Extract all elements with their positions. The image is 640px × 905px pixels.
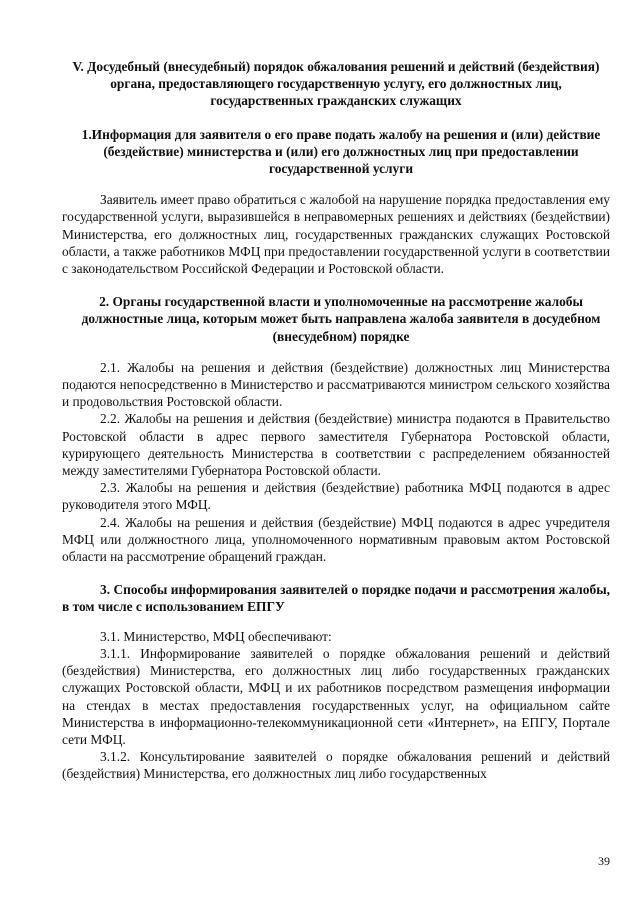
section-3-item-3: 3.1.2. Консультирование заявителей о порядке обжалования решений и действий (бездействия) Министерства, его должностных лиц либо государственных	[62, 749, 610, 782]
section-3-item-2: 3.1.1. Информирование заявителей о порядке обжалования решений и действий (бездействия) Министерства, его должностных лиц либо государственных гражданских служащих Ростовской области, МФЦ и их работников посредством размещения информации на стендах в местах предоставления государственных услуг, на официальном сайте Министерства в информационно-телекоммуникационной сети «Интернет», на ЕПГУ, Портале сети МФЦ.	[62, 645, 610, 747]
section-2-item-4: 2.4. Жалобы на решения и действия (бездействие) МФЦ подаются в адрес учредителя МФЦ или должностного лица, уполномоченного нормативным правовым актом Ростовской области на рассмотрение обращений граждан.	[62, 514, 610, 565]
page-number: 39	[598, 854, 610, 868]
section-2-item-1: 2.1. Жалобы на решения и действия (бездействие) должностных лиц Министерства подаются непосредственно в Министерство и рассматриваются министром сельского хозяйства и продовольствия Ростовской области.	[62, 359, 610, 410]
section-2-item-3: 2.3. Жалобы на решения и действия (бездействие) работника МФЦ подаются в адрес руководителя этого МФЦ.	[62, 480, 610, 513]
section-3-title: 3. Способы информирования заявителей о порядке подачи и рассмотрения жалобы, в том числе с использованием ЕПГУ	[62, 582, 610, 615]
section-3-item-1: 3.1. Министерство, МФЦ обеспечивают:	[100, 628, 332, 644]
chapter-heading: V. Досудебный (внесудебный) порядок обжалования решений и действий (бездействия) органа, предоставляющего государственную услугу, его должностных лиц, государственных гражданских служащих	[72, 59, 600, 109]
section-1-title: 1.Информация для заявителя о его праве подать жалобу на решения и (или) действие (бездействие) министерства и (или) его должностных лиц при предоставлении государственной услуги	[81, 126, 601, 177]
section-1-paragraph: Заявитель имеет право обратиться с жалобой на нарушение порядка предоставления ему государственной услуги, выразившейся в неправомерных решениях и действиях (бездействии) Министерства, его должностных лиц, государственных гражданских служащих Ростовской области, а также работников МФЦ при предоставлении государственной услуги в соответствии с законодательством Российской Федерации и Ростовской области.	[62, 192, 610, 277]
section-2-title: 2. Органы государственной власти и уполномоченные на рассмотрение жалобы должностные лица, которым может быть направлена жалоба заявителя в досудебном (внесудебном) порядке	[81, 294, 601, 344]
section-2-item-2: 2.2. Жалобы на решения и действия (бездействие) министра подаются в Правительство Ростовской области в адрес первого заместителя Губернатора Ростовской области, курирующего деятельность Министерства в соответствии с распределением обязанностей между заместителями Губернатора Ростовской области.	[62, 411, 610, 479]
document-page	[62, 58, 610, 783]
